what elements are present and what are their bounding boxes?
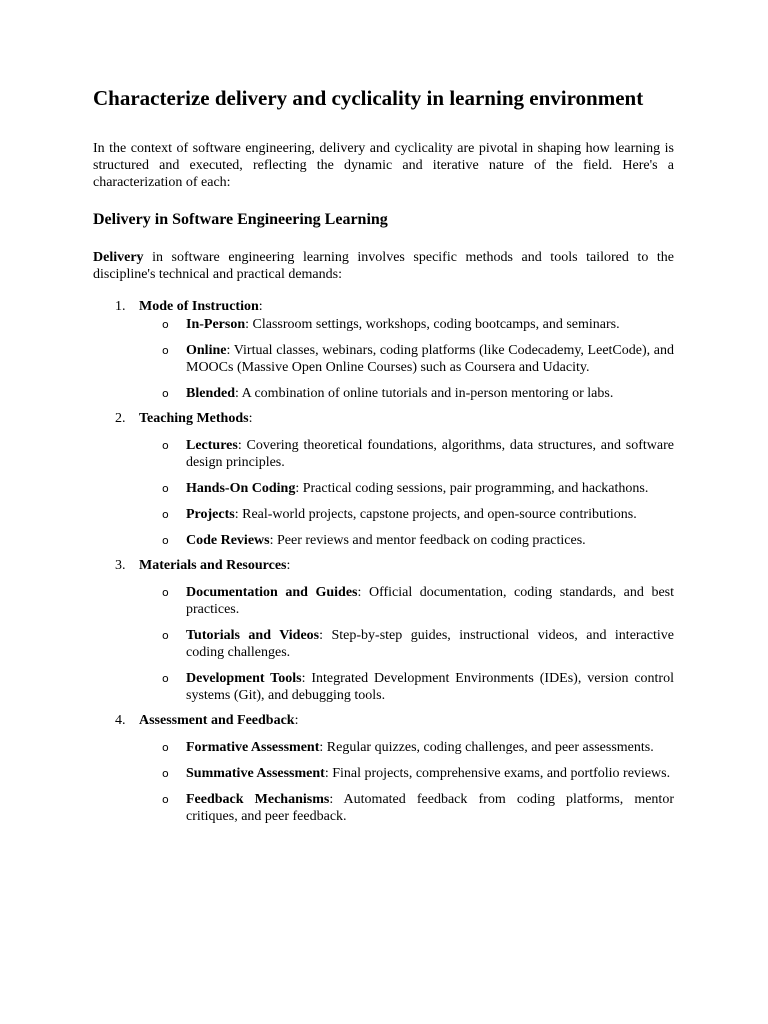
category-title: Teaching Methods	[139, 411, 249, 426]
hollow-bullet-icon: o	[162, 318, 169, 331]
category-number: 3.	[115, 558, 126, 573]
hollow-bullet-icon: o	[162, 344, 169, 357]
item-label: In-Person	[186, 317, 246, 332]
list-item	[139, 670, 674, 704]
hollow-bullet-icon: o	[162, 508, 169, 521]
item-text: : A combination of online tutorials and in-person mentoring or labs.	[235, 386, 614, 401]
sub-item-list	[139, 739, 674, 825]
category-title: Mode of Instruction	[139, 299, 259, 314]
hollow-bullet-icon: o	[162, 793, 169, 806]
intro-paragraph: In the context of software engineering, delivery and cyclicality are pivotal in shaping how learning is structured and executed, reflecting the dynamic and iterative nature of the field. Here's a characterization of each:	[93, 141, 674, 190]
list-item	[139, 437, 674, 471]
category-item	[93, 410, 674, 549]
list-item	[139, 739, 674, 756]
item-text: : Practical coding sessions, pair programming, and hackathons.	[295, 481, 649, 496]
document-title: Characterize delivery and cyclicality in learning environment	[93, 86, 644, 110]
item-label: Blended	[186, 386, 236, 401]
item-text: : Automated feedback from coding platforms, mentor critiques, and peer feedback.	[186, 792, 674, 824]
category-colon: :	[258, 299, 263, 314]
list-item	[139, 532, 674, 549]
sub-item-list	[139, 316, 674, 402]
item-text: : Regular quizzes, coding challenges, and peer assessments.	[319, 740, 654, 755]
sub-item-list	[139, 584, 674, 704]
category-item	[93, 557, 674, 704]
item-text: : Classroom settings, workshops, coding bootcamps, and seminars.	[245, 317, 620, 332]
item-label: Summative Assessment	[186, 766, 325, 781]
item-label: Feedback Mechanisms	[186, 792, 330, 807]
item-label: Lectures	[186, 438, 238, 453]
item-label: Tutorials and Videos	[186, 628, 320, 643]
hollow-bullet-icon: o	[162, 439, 169, 452]
item-label: Code Reviews	[186, 533, 270, 548]
category-colon: :	[294, 713, 299, 728]
list-item	[139, 342, 674, 376]
list-item	[139, 480, 674, 497]
list-item	[139, 765, 674, 782]
category-number: 4.	[115, 713, 126, 728]
category-colon: :	[248, 411, 253, 426]
list-item	[139, 506, 674, 523]
hollow-bullet-icon: o	[162, 741, 169, 754]
item-text: : Real-world projects, capstone projects, and open-source contributions.	[234, 507, 637, 522]
sub-item-list	[139, 437, 674, 549]
list-item	[139, 316, 674, 333]
item-text: : Covering theoretical foundations, algorithms, data structures, and software design principles.	[186, 438, 674, 470]
category-colon: :	[286, 558, 291, 573]
item-text: : Official documentation, coding standards, and best practices.	[186, 585, 674, 617]
section-heading: Delivery in Software Engineering Learning	[93, 211, 388, 228]
item-label: Hands-On Coding	[186, 481, 296, 496]
list-item	[139, 584, 674, 618]
list-item	[139, 791, 674, 825]
category-number: 1.	[115, 299, 126, 314]
category-list	[93, 298, 674, 825]
category-number: 2.	[115, 411, 126, 426]
category-item	[93, 712, 674, 825]
lead-term: Delivery	[93, 250, 144, 265]
item-text: : Peer reviews and mentor feedback on coding practices.	[269, 533, 586, 548]
item-label: Development Tools	[186, 671, 302, 686]
item-label: Formative Assessment	[186, 740, 320, 755]
hollow-bullet-icon: o	[162, 482, 169, 495]
hollow-bullet-icon: o	[162, 387, 169, 400]
category-title: Assessment and Feedback	[139, 713, 295, 728]
category-item	[93, 298, 674, 402]
list-item	[139, 627, 674, 661]
item-label: Projects	[186, 507, 235, 522]
item-text: : Integrated Development Environments (IDEs), version control systems (Git), and debugging tools.	[186, 671, 674, 703]
lead-text: in software engineering learning involves specific methods and tools tailored to the discipline's technical and practical demands:	[93, 250, 674, 282]
hollow-bullet-icon: o	[162, 534, 169, 547]
section-lead-paragraph	[93, 249, 674, 283]
item-label: Documentation and Guides	[186, 585, 358, 600]
hollow-bullet-icon: o	[162, 672, 169, 685]
item-text: : Virtual classes, webinars, coding platforms (like Codecademy, LeetCode), and MOOCs (Massive Open Online Courses) such as Coursera and Udacity.	[186, 343, 674, 375]
item-text: : Final projects, comprehensive exams, and portfolio reviews.	[324, 766, 671, 781]
category-title: Materials and Resources	[139, 558, 287, 573]
hollow-bullet-icon: o	[162, 629, 169, 642]
hollow-bullet-icon: o	[162, 586, 169, 599]
list-item	[139, 385, 674, 402]
item-text: : Step-by-step guides, instructional videos, and interactive coding challenges.	[186, 628, 674, 660]
item-label: Online	[186, 343, 227, 358]
hollow-bullet-icon: o	[162, 767, 169, 780]
